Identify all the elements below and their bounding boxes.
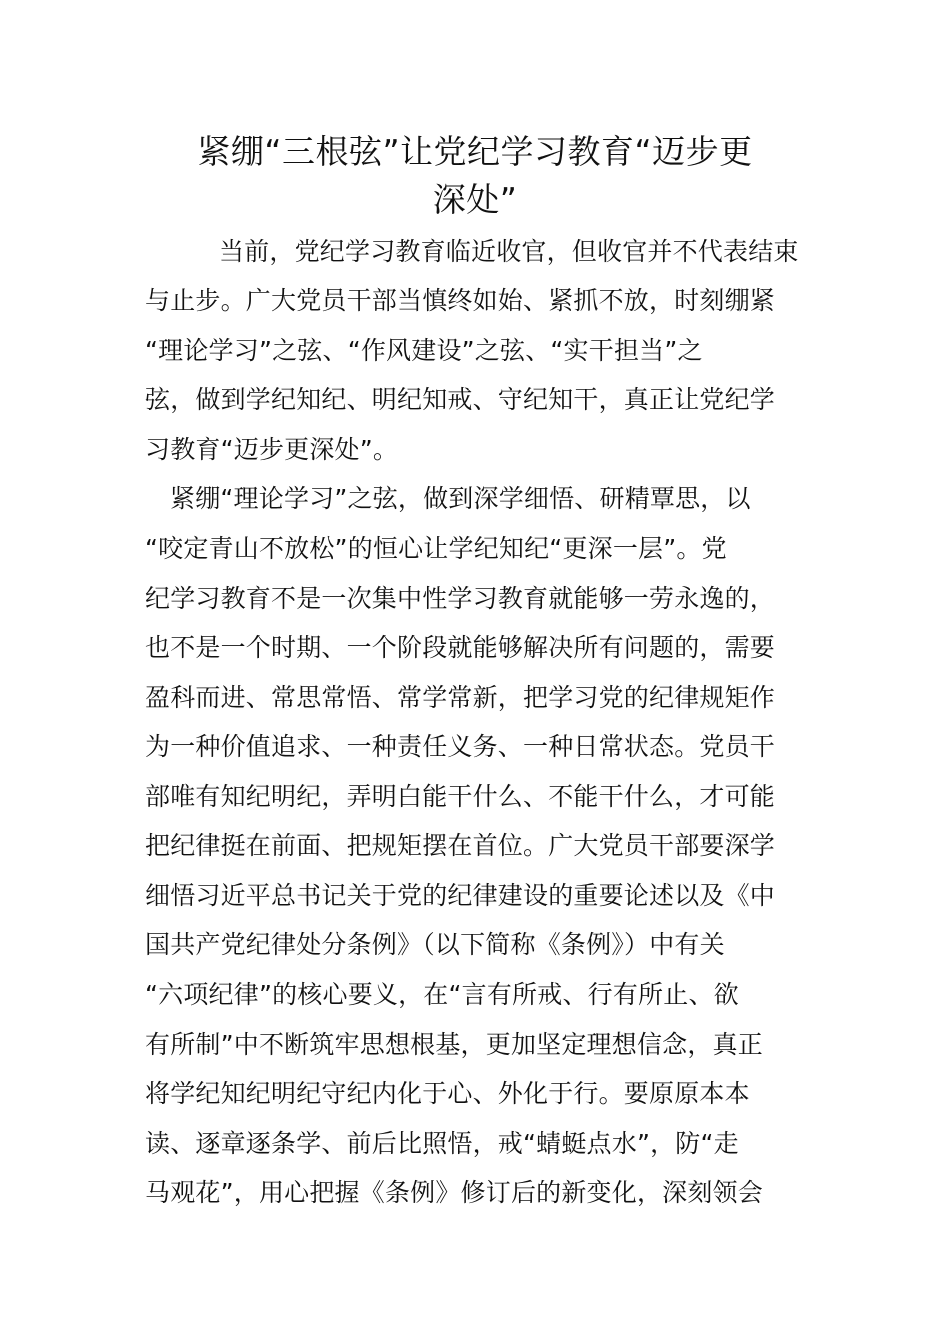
paragraph-line: 读、逐章逐条学、前后比照悟，戒“蜻蜓点水”，防“走 xyxy=(145,1129,739,1158)
paragraph-line: 纪学习教育不是一次集中性学习教育就能够一劳永逸的， xyxy=(145,584,776,613)
paragraph-line: “六项纪律”的核心要义，在“言有所戒、行有所止、欲 xyxy=(145,980,739,1009)
paragraph-line: 把纪律挺在前面、把规矩摆在首位。广大党员干部要深学 xyxy=(145,831,776,860)
paragraph-line: “咬定青山不放松”的恒心让学纪知纪“更深一层”。党 xyxy=(145,534,727,563)
paragraph-line: 细悟习近平总书记关于党的纪律建设的重要论述以及《中 xyxy=(145,881,776,910)
paragraph-line: 也不是一个时期、一个阶段就能够解决所有问题的，需要 xyxy=(145,633,776,662)
paragraph-line: “理论学习”之弦、“作风建设”之弦、“实干担当”之 xyxy=(145,336,703,365)
paragraph-line: 弦，做到学纪知纪、明纪知戒、守纪知干，真正让党纪学 xyxy=(145,385,776,414)
paragraph-line: 部唯有知纪明纪，弄明白能干什么、不能干什么，才可能 xyxy=(145,782,776,811)
paragraph-line: 与止步。广大党员干部当慎终如始、紧抓不放，时刻绷紧 xyxy=(145,286,776,315)
paragraph-line: 盈科而进、常思常悟、常学常新，把学习党的纪律规矩作 xyxy=(145,683,776,712)
paragraph-line: 有所制”中不断筑牢思想根基，更加坚定理想信念，真正 xyxy=(145,1030,763,1059)
paragraph-line: 为一种价值追求、一种责任义务、一种日常状态。党员干 xyxy=(145,732,776,761)
paragraph-line: 将学纪知纪明纪守纪内化于心、外化于行。要原原本本 xyxy=(145,1079,750,1108)
paragraph-line: 当前，党纪学习教育临近收官，但收官并不代表结束 xyxy=(219,237,799,266)
paragraph-line: 紧绷“理论学习”之弦，做到深学细悟、研精覃思，以 xyxy=(170,484,751,513)
paragraph-line: 国共产党纪律处分条例》（以下简称《条例》）中有关 xyxy=(145,930,725,959)
paragraph-line: 习教育“迈步更深处”。 xyxy=(145,435,399,464)
paragraph-line: 马观花”，用心把握《条例》修订后的新变化，深刻领会 xyxy=(145,1178,763,1207)
document-title-line-2: 深处” xyxy=(432,180,518,219)
document-title-line-1: 紧绷“三根弦”让党纪学习教育“迈步更 xyxy=(197,132,753,171)
